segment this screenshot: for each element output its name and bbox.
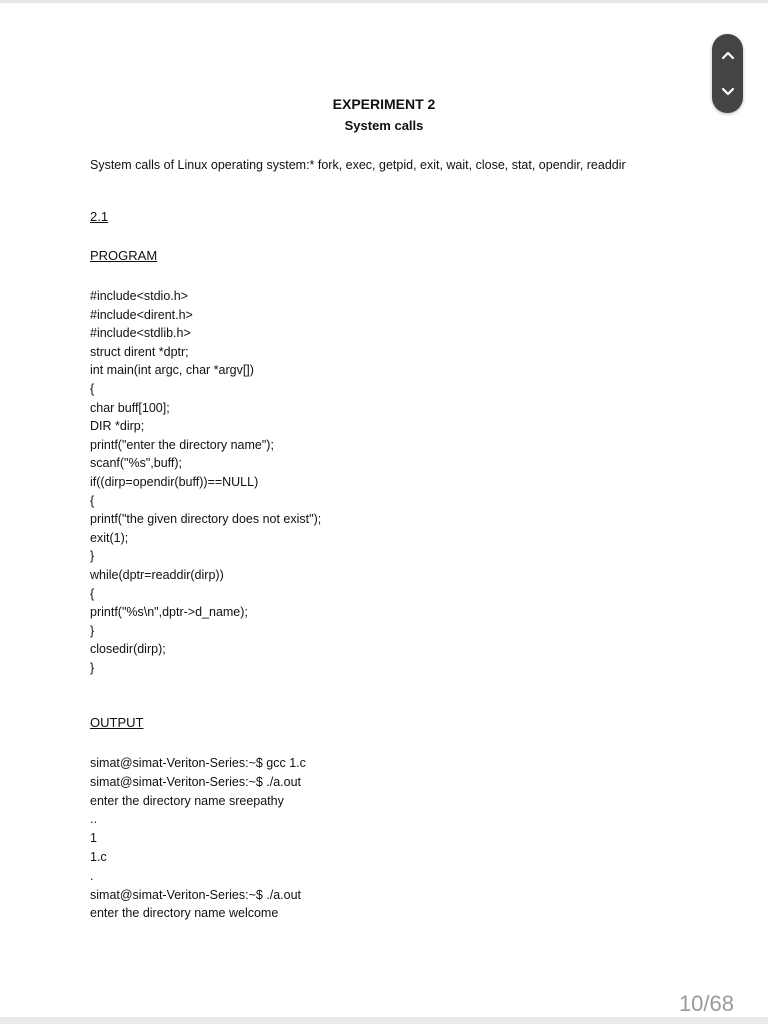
code-line: { (90, 586, 95, 601)
output-line: simat@simat-Veriton-Series:~$ gcc 1.c (90, 756, 306, 770)
output-heading: OUTPUT (90, 715, 144, 730)
program-heading: PROGRAM (90, 248, 158, 263)
code-line: #include<stdio.h> (90, 289, 188, 303)
code-line: exit(1); (90, 530, 129, 545)
previous-page-button[interactable] (712, 36, 743, 74)
output-line: simat@simat-Veriton-Series:~$ ./a.out (90, 774, 302, 789)
chevron-down-icon (721, 87, 735, 97)
code-line: if((dirp=opendir(buff))==NULL) (90, 474, 259, 489)
code-line: #include<stdlib.h> (90, 326, 191, 341)
output-line: enter the directory name welcome (90, 906, 279, 921)
chevron-up-icon (721, 50, 735, 60)
output-line: .. (90, 812, 97, 827)
program-output (90, 754, 650, 923)
code-line: } (90, 623, 95, 638)
document-page[interactable] (0, 3, 768, 1017)
section-number: 2.1 (90, 209, 109, 224)
code-line: } (90, 660, 95, 675)
output-line: simat@simat-Veriton-Series:~$ ./a.out (90, 887, 302, 902)
intro-paragraph: System calls of Linux operating system:* fork, exec, getpid, exit, wait, close, stat, opendir, readdir (90, 158, 626, 172)
code-line: printf("enter the directory name"); (90, 437, 274, 452)
program-code (90, 287, 650, 677)
code-line: scanf("%s",buff); (90, 456, 183, 471)
output-line: 1 (90, 831, 97, 846)
code-line: DIR *dirp; (90, 419, 145, 434)
output-line: . (90, 868, 94, 883)
code-line: { (90, 381, 95, 396)
output-line: 1.c (90, 849, 107, 864)
code-line: int main(int argc, char *argv[]) (90, 363, 254, 378)
next-page-button[interactable] (712, 73, 743, 111)
page-navigation (712, 34, 743, 113)
code-line: struct dirent *dptr; (90, 344, 189, 359)
page-subtitle: System calls (344, 118, 424, 133)
code-line: printf("the given directory does not exist"); (90, 512, 322, 527)
page-title: EXPERIMENT 2 (332, 96, 436, 112)
code-line: printf("%s\n",dptr->d_name); (90, 605, 248, 620)
code-line: while(dptr=readdir(dirp)) (90, 567, 224, 582)
code-line: #include<dirent.h> (90, 307, 193, 322)
bottom-scroll-bar (0, 1017, 768, 1024)
code-line: { (90, 493, 95, 508)
code-line: char buff[100]; (90, 400, 170, 415)
output-line: enter the directory name sreepathy (90, 793, 284, 808)
page-indicator: 10/68 (678, 991, 734, 1016)
code-line: closedir(dirp); (90, 642, 166, 657)
code-line: } (90, 549, 95, 564)
